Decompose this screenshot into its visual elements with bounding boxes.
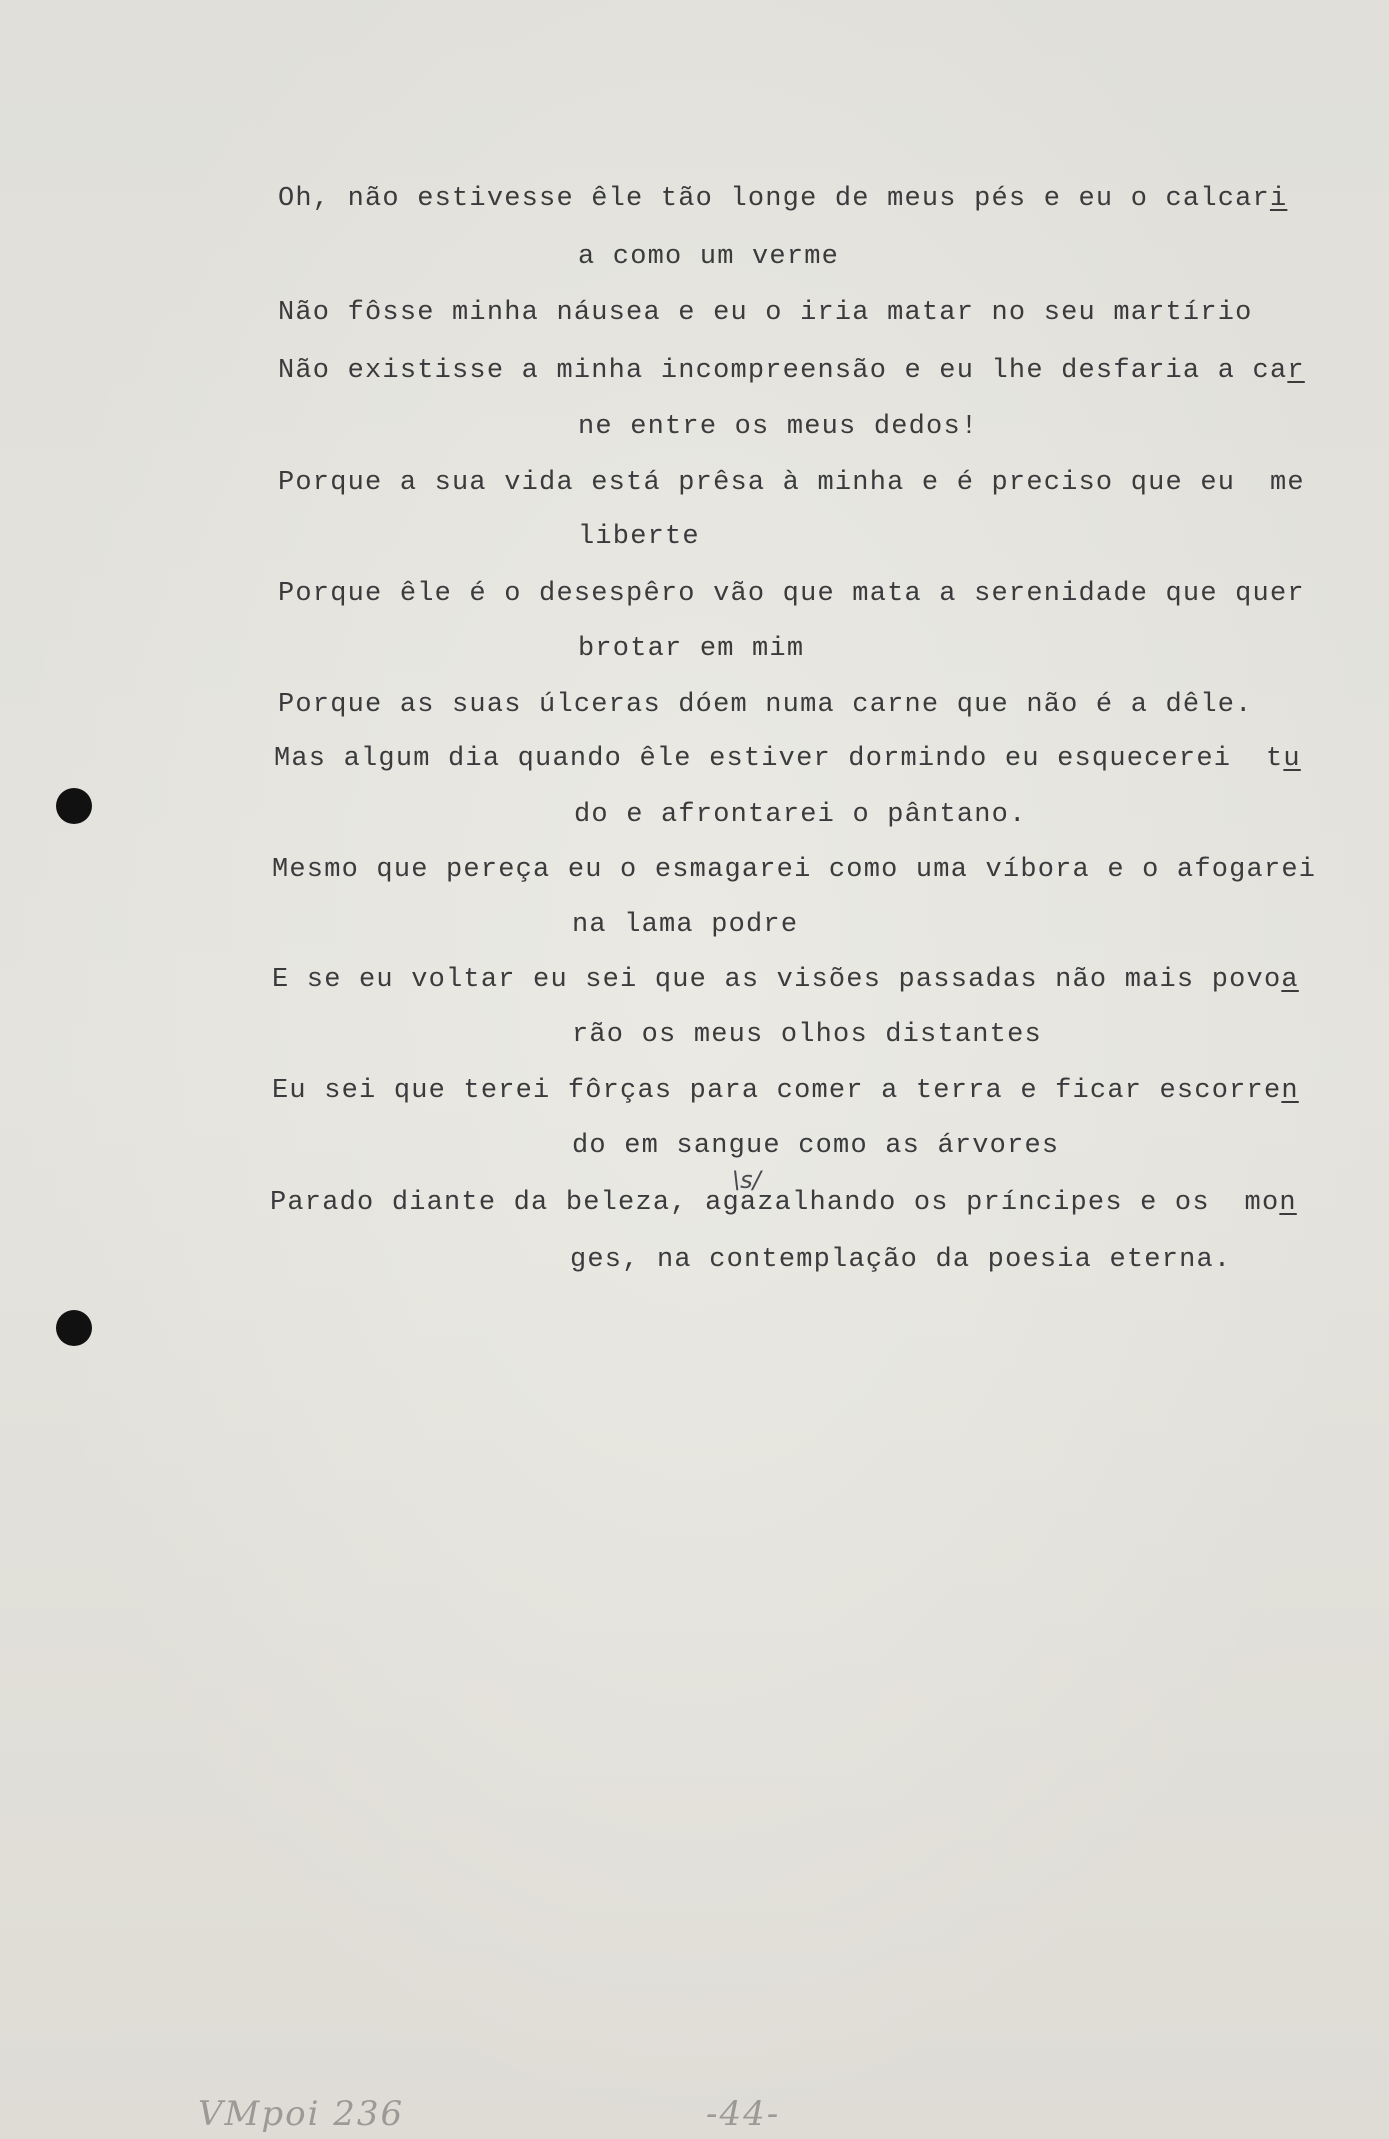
handwritten-correction: \s/ [732,1166,761,1194]
poem-line-5: ne entre os meus dedos! [578,412,979,442]
poem-line-7: liberte [578,522,700,552]
binder-hole-bottom [56,1310,92,1346]
poem-line-9: brotar em mim [578,634,805,664]
poem-line-20: ges, na contemplação da poesia eterna. [570,1245,1232,1275]
poem-line-17: Eu sei que terei fôrças para comer a terra e ficar escorren [272,1076,1299,1106]
poem-line-10: Porque as suas úlceras dóem numa carne que não é a dêle. [278,690,1253,720]
archive-reference: VMpoi 236 [198,2094,405,2134]
poem-line-8: Porque êle é o desespêro vão que mata a serenidade que quer [278,579,1305,609]
poem-line-14: na lama podre [572,910,799,940]
poem-line-1: Oh, não estivesse êle tão longe de meus pés e eu o calcari [278,184,1288,214]
poem-line-4: Não existisse a minha incompreensão e eu lhe desfaria a car [278,356,1305,386]
poem-line-18: do em sangue como as árvores [572,1131,1060,1161]
binder-hole-top [56,788,92,824]
poem-line-16: rão os meus olhos distantes [572,1020,1042,1050]
poem-line-15: E se eu voltar eu sei que as visões passadas não mais povoa [272,965,1299,995]
poem-line-13: Mesmo que pereça eu o esmagarei como uma víbora e o afogarei [272,855,1317,885]
poem-line-19: Parado diante da beleza, agazalhando os príncipes e os mon [270,1188,1297,1218]
page-number: -44- [706,2094,781,2134]
poem-line-11: Mas algum dia quando êle estiver dormindo eu esquecerei tu [274,744,1301,774]
poem-line-6: Porque a sua vida está prêsa à minha e é preciso que eu me [278,468,1305,498]
poem-line-3: Não fôsse minha náusea e eu o iria matar no seu martírio [278,298,1253,328]
poem-line-2: a como um verme [578,242,840,272]
poem-line-12: do e afrontarei o pântano. [574,800,1027,830]
